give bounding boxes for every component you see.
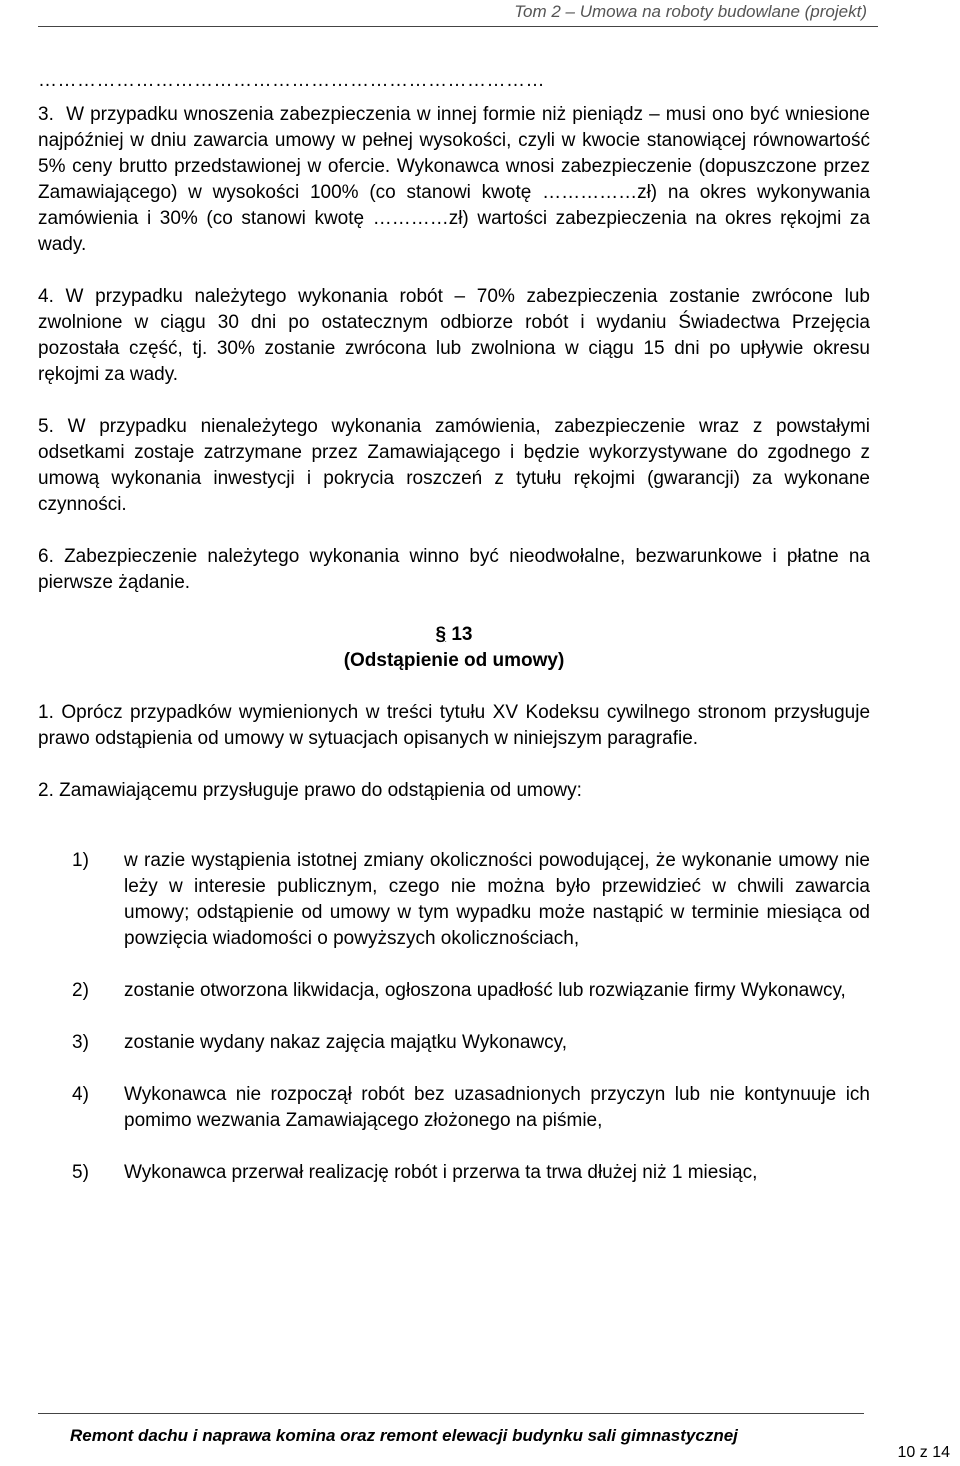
document-body xyxy=(38,68,870,1212)
paragraph-number: 4. xyxy=(38,286,54,307)
subitem-number: 1) xyxy=(72,850,89,871)
paragraph-text: W przypadku nienależytego wykonania zamówienia, zabezpieczenie wraz z powstałymi odsetkami zostaje zatrzymane przez Zamawiającego i będzie wykorzystywane do zgodnego z umową wykonania inwestycji i pokrycia roszczeń z tytułu rękojmi (gwarancji) za wykonane czynności. xyxy=(38,416,871,515)
paragraph-2 xyxy=(38,778,870,804)
subitem-number: 2) xyxy=(72,980,89,1001)
paragraph-text: Zabezpieczenie należytego wykonania winno być nieodwołalne, bezwarunkowe i płatne na pierwsze żądanie. xyxy=(38,546,870,593)
subitem-2 xyxy=(72,978,870,1004)
subitem-text: Wykonawca nie rozpoczął robót bez uzasadnionych przyczyn lub nie kontynuuje ich pomimo wezwania Zamawiającego złożonego na piśmie, xyxy=(124,1084,870,1131)
page-footer: Remont dachu i naprawa komina oraz remont elewacji budynku sali gimnastycznej xyxy=(70,1426,738,1445)
paragraph-number: 6. xyxy=(38,546,54,567)
paragraph-6 xyxy=(38,544,870,596)
subitem-4 xyxy=(72,1082,870,1134)
section-number: § 13 xyxy=(435,624,473,645)
subitem-number: 5) xyxy=(72,1162,89,1183)
paragraph-text: W przypadku należytego wykonania robót – 70% zabezpieczenia zostanie zwrócone lub zwolnione w ciągu 30 dni po ostatecznym odbiorze robót i wydaniu Świadectwa Przejęcia pozostała część, tj. 30% zostanie zwrócona lub zwolniona w ciągu 15 dni po upływie okresu rękojmi za wady. xyxy=(38,286,870,385)
subitem-number: 4) xyxy=(72,1084,89,1105)
section-title: (Odstąpienie od umowy) xyxy=(343,650,565,671)
paragraph-text: Zamawiającemu przysługuje prawo do odstąpienia od umowy: xyxy=(59,780,582,801)
section-mark: § xyxy=(435,624,447,645)
paragraph-1 xyxy=(38,700,870,752)
subitem-text: w razie wystąpienia istotnej zmiany okoliczności powodującej, że wykonanie umowy nie leży w interesie publicznym, czego nie można było przewidzieć w chwili zawarcia umowy; odstąpienie od umowy w tym wypadku może nastąpić w terminie miesiąca od powzięcia wiadomości o powyższych okolicznościach, xyxy=(124,850,870,949)
paragraph-number: 1. xyxy=(38,702,54,723)
section-heading xyxy=(38,622,870,674)
paragraph-3 xyxy=(38,102,870,258)
subitem-3 xyxy=(72,1030,870,1056)
header-divider xyxy=(38,26,878,27)
subitem-number: 3) xyxy=(72,1032,89,1053)
paragraph-number: 3. xyxy=(38,104,54,125)
subitem-text: Wykonawca przerwał realizację robót i przerwa ta trwa dłużej niż 1 miesiąc, xyxy=(124,1162,758,1183)
subitem-text: zostanie otworzona likwidacja, ogłoszona upadłość lub rozwiązanie firmy Wykonawcy, xyxy=(124,980,846,1001)
subitem-5 xyxy=(72,1160,870,1186)
paragraph-text: Oprócz przypadków wymienionych w treści tytułu XV Kodeksu cywilnego stronom przysługuje prawo odstąpienia od umowy w sytuacjach opisanych w niniejszym paragrafie. xyxy=(38,702,871,749)
paragraph-5 xyxy=(38,414,870,518)
paragraph-text: W przypadku wnoszenia zabezpieczenia w innej formie niż pieniądz – musi ono być wniesione najpóźniej w dniu zawarcia umowy w pełnej wysokości, czyli w kwocie stanowiącej równowartość 5% ceny brutto przedstawionej w ofercie. Wykonawca wnosi zabezpieczenie (dopuszczone przez Zamawiającego) w wysokości 100% (co stanowi kwotę ……………zł) na okres wykonywania zamówienia i 30% (co stanowi kwotę …………zł) wartości zabezpieczenia na okres rękojmi za wady. xyxy=(38,104,870,255)
dotted-line: …………………………………………………………………… xyxy=(38,70,545,91)
paragraph-4 xyxy=(38,284,870,388)
subitem-1 xyxy=(72,848,870,952)
footer-divider xyxy=(38,1413,864,1414)
page-number: 10 z 14 xyxy=(897,1444,950,1461)
page-header: Tom 2 – Umowa na roboty budowlane (projekt) xyxy=(514,2,867,21)
subitem-text: zostanie wydany nakaz zajęcia majątku Wykonawcy, xyxy=(124,1032,568,1053)
paragraph-number: 5. xyxy=(38,416,54,437)
paragraph-number: 2. xyxy=(38,780,54,801)
